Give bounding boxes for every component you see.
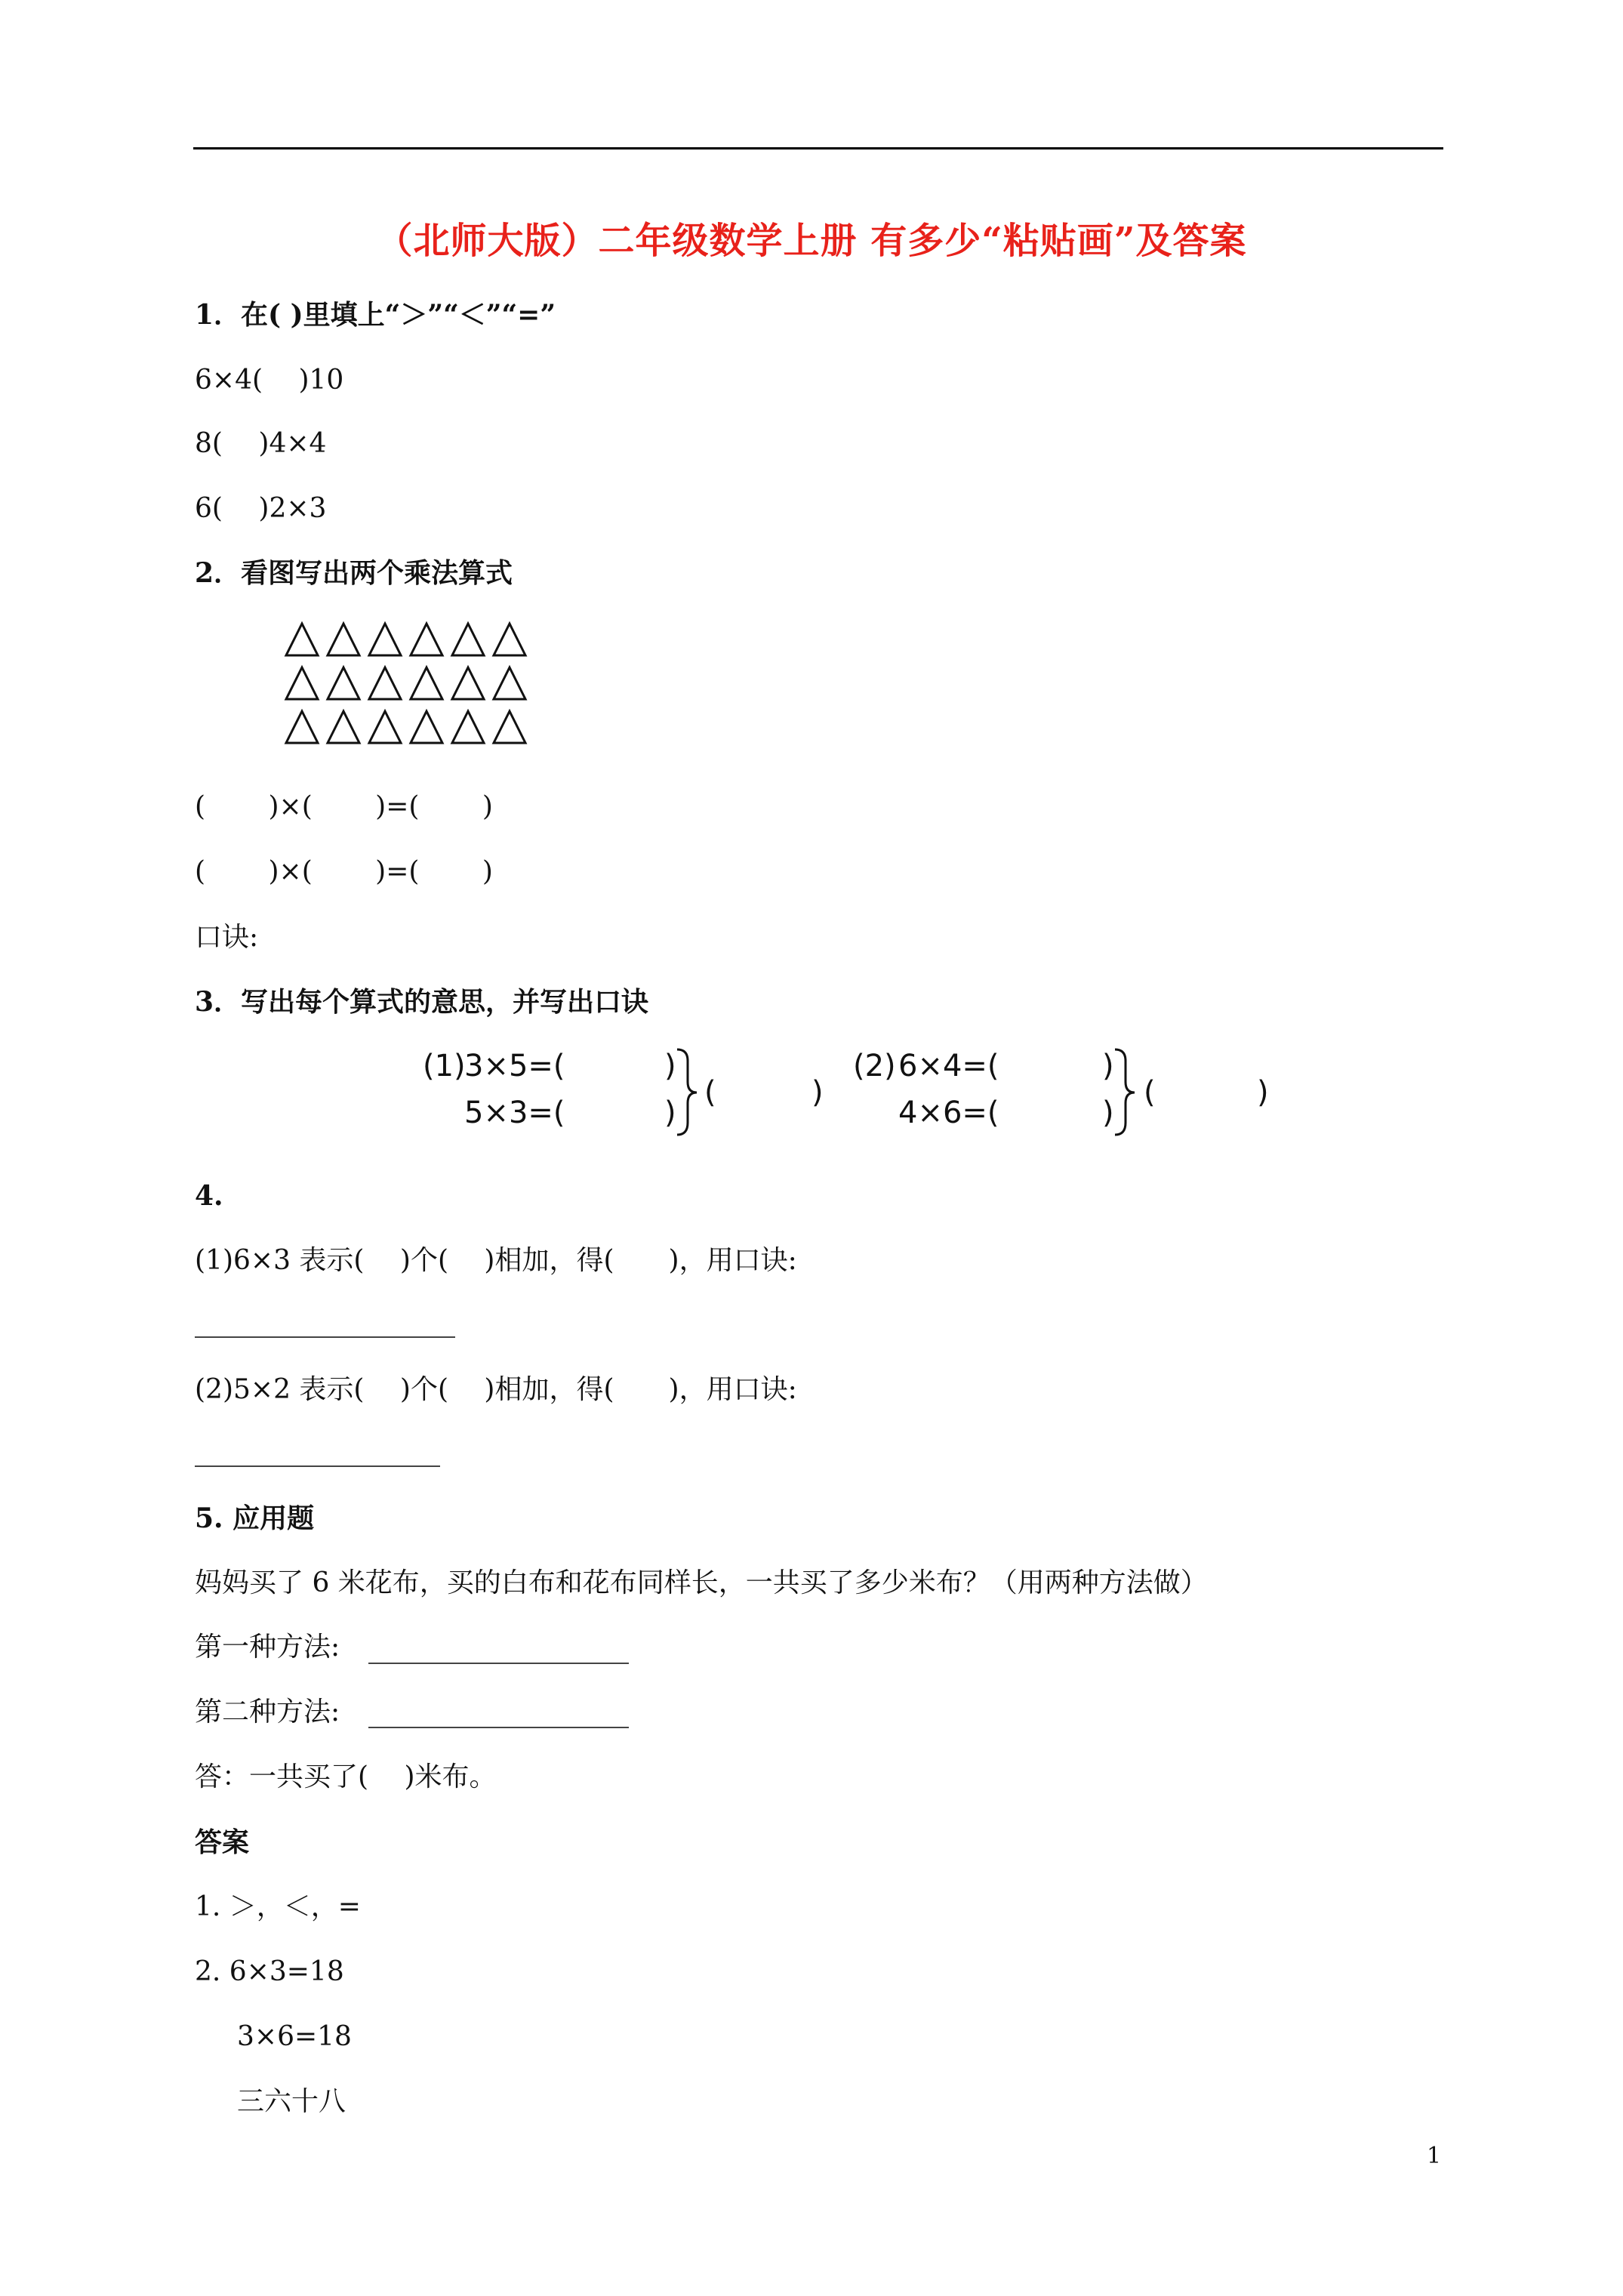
q1-item-3: 6( )2×3 bbox=[195, 493, 327, 524]
fig-part1-brace bbox=[677, 1049, 697, 1135]
triangle-shape bbox=[411, 667, 442, 699]
fig-part1-open-result: ( bbox=[704, 1075, 716, 1110]
triangle-shape bbox=[411, 624, 442, 655]
q5-method-2-line bbox=[368, 1727, 629, 1728]
triangle-shape bbox=[286, 667, 318, 699]
fig-part2-close-2: ) bbox=[1102, 1096, 1114, 1130]
fig-part1-close-result: ) bbox=[812, 1075, 824, 1110]
triangle-shape bbox=[369, 624, 401, 655]
page-number: 1 bbox=[1427, 2143, 1442, 2169]
q5-problem: 妈妈买了 6 米花布，买的白布和花布同样长，一共买了多少米布？（用两种方法做） bbox=[195, 1567, 1208, 1598]
q2-heading: 2．看图写出两个乘法算式 bbox=[195, 557, 513, 589]
q5-method-1-line bbox=[368, 1663, 629, 1664]
answer-1: 1. ＞，＜，= bbox=[195, 1891, 361, 1922]
q3-heading: 3．写出每个算式的意思，并写出口诀 bbox=[195, 986, 649, 1018]
answer-2-line-3: 三六十八 bbox=[237, 2086, 346, 2117]
triangle-shape bbox=[286, 711, 318, 743]
triangle-shape bbox=[328, 711, 359, 743]
triangle-shape bbox=[328, 624, 359, 655]
triangle-shape bbox=[452, 711, 484, 743]
triangle-shape bbox=[369, 711, 401, 743]
q1-heading: 1．在( )里填上“＞”“＜”“=” bbox=[195, 299, 556, 331]
fig-part2-close-1: ) bbox=[1102, 1049, 1114, 1083]
fig-part1-close-2: ) bbox=[664, 1096, 676, 1130]
q2-blank-2: ( )×( )=( ) bbox=[195, 856, 493, 887]
q2-blank-1: ( )×( )=( ) bbox=[195, 791, 493, 822]
triangle-shape bbox=[328, 667, 359, 699]
triangle-shape bbox=[286, 624, 318, 655]
q4-answer-line-1 bbox=[195, 1336, 455, 1338]
triangle-shape bbox=[369, 667, 401, 699]
equation-brace-figure bbox=[419, 1038, 1287, 1144]
q4-heading: 4. bbox=[195, 1180, 223, 1212]
q1-item-1: 6×4( )10 bbox=[195, 365, 344, 396]
fig-part2-close-result: ) bbox=[1257, 1075, 1269, 1110]
q4-answer-line-2 bbox=[195, 1465, 440, 1467]
fig-part2-line2: 4×6=( bbox=[898, 1096, 999, 1130]
answers-heading: 答案 bbox=[195, 1826, 250, 1858]
triangle-shape bbox=[452, 667, 484, 699]
q5-answer: 答：一共买了( )米布。 bbox=[195, 1761, 497, 1792]
triangle-shape bbox=[494, 667, 525, 699]
answer-2-line-2: 3×6=18 bbox=[237, 2021, 352, 2052]
q4-part1: (1)6×3 表示( )个( )相加，得( )，用口诀: bbox=[195, 1245, 797, 1276]
page-title: （北师大版）二年级数学上册 有多少“粘贴画”及答案 bbox=[376, 220, 1247, 262]
triangle-shape bbox=[452, 624, 484, 655]
q5-heading: 5. 应用题 bbox=[195, 1502, 315, 1534]
answer-2-line-1: 2. 6×3=18 bbox=[195, 1956, 344, 1987]
triangle-shape bbox=[494, 711, 525, 743]
fig-part2-number: (2) bbox=[853, 1049, 896, 1083]
fig-part2-line1: 6×4=( bbox=[898, 1049, 999, 1083]
fig-part1-line1: 3×5=( bbox=[464, 1049, 565, 1083]
header-rule bbox=[193, 147, 1443, 149]
q4-part2: (2)5×2 表示( )个( )相加，得( )，用口诀: bbox=[195, 1374, 797, 1405]
fig-part1-close-1: ) bbox=[664, 1049, 676, 1083]
q5-method-1: 第一种方法: bbox=[195, 1632, 340, 1663]
fig-part1-number: (1) bbox=[423, 1049, 466, 1083]
triangle-grid-figure bbox=[283, 621, 532, 749]
triangle-shape bbox=[494, 624, 525, 655]
fig-part1-line2: 5×3=( bbox=[464, 1096, 565, 1130]
q5-method-2: 第二种方法: bbox=[195, 1697, 340, 1727]
fig-part2-open-result: ( bbox=[1144, 1075, 1156, 1110]
q2-koujue: 口诀: bbox=[195, 922, 259, 953]
q1-item-2: 8( )4×4 bbox=[195, 428, 327, 459]
triangle-shape bbox=[411, 711, 442, 743]
fig-part2-brace bbox=[1115, 1049, 1135, 1135]
